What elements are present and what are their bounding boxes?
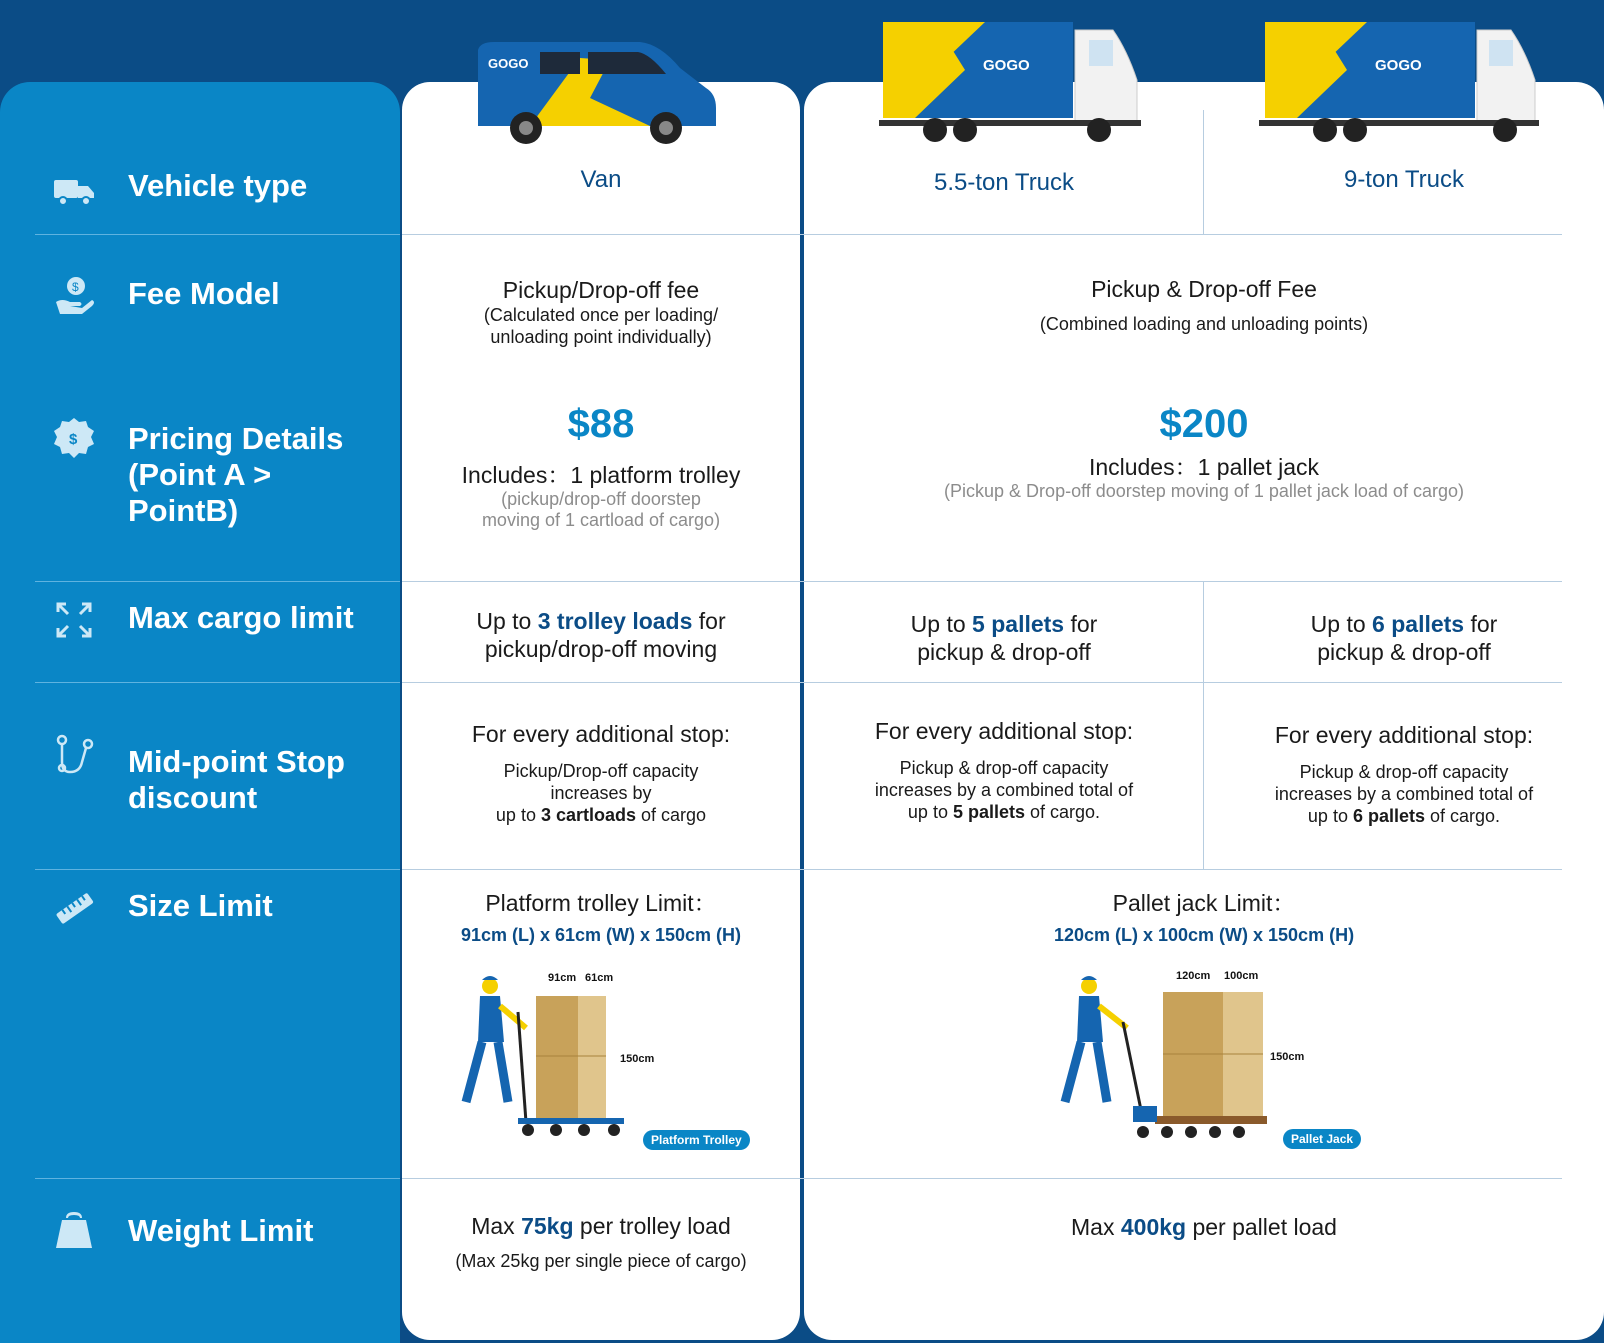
row-divider xyxy=(402,869,1562,870)
column-divider xyxy=(802,82,804,1340)
van-weight-limit xyxy=(402,1212,800,1272)
van-midpoint xyxy=(402,720,800,826)
row-label-midpoint-line-1: Mid-point Stop xyxy=(128,744,345,779)
van-weight-bold: 75kg xyxy=(521,1213,574,1239)
row-label-pricing-line-1: Pricing Details xyxy=(128,421,344,456)
truck-55-midpoint xyxy=(804,717,1204,823)
truck-9-stop-3-bold: 6 pallets xyxy=(1352,806,1426,826)
row-label-size-limit: Size Limit xyxy=(128,888,273,923)
truck-55-stop-line-1: Pickup & drop-off capacity xyxy=(899,758,1109,778)
pallet-jack-tag: Pallet Jack xyxy=(1283,1129,1361,1149)
row-divider xyxy=(35,869,400,870)
truck-9-vehicle-name: 9-ton Truck xyxy=(1343,166,1465,193)
van-dim-height: 150cm xyxy=(620,1053,655,1065)
van-fee-model xyxy=(402,276,800,348)
row-label-fee-model: Fee Model xyxy=(128,276,280,311)
truck-55-cargo-pre: Up to xyxy=(910,611,973,637)
trucks-dim-height: 150cm xyxy=(1270,1051,1305,1063)
van-includes-note-1: (pickup/drop-off doorstep xyxy=(501,489,701,509)
van-cargo-post: for xyxy=(692,608,726,634)
pallet-jack-illustration xyxy=(1045,972,1275,1147)
van-dim-length: 91cm xyxy=(548,972,577,984)
truck-9-logo: GOGO xyxy=(1375,57,1422,74)
row-label-pricing-line-3: PointB) xyxy=(128,493,239,528)
truck-9-max-cargo xyxy=(1204,610,1604,666)
van-dim-width: 61cm xyxy=(585,972,614,984)
van-price: $88 xyxy=(567,402,635,446)
truck-9-stop-3-post: of cargo. xyxy=(1425,806,1501,826)
trucks-dim-length: 120cm xyxy=(1176,970,1211,982)
expand-icon xyxy=(50,596,98,644)
truck-9-stop-3-pre: up to xyxy=(1307,806,1353,826)
van-fee-note-1: (Calculated once per loading/ xyxy=(483,305,719,325)
row-label-weight-limit: Weight Limit xyxy=(128,1213,314,1248)
van-includes: Includes：1 platform trolley xyxy=(461,462,741,488)
platform-trolley-tag: Platform Trolley xyxy=(643,1130,750,1150)
svg-text:$: $ xyxy=(72,280,79,294)
truck-9-cargo-post: for xyxy=(1464,611,1498,637)
van-size-title: Platform trolley Limit： xyxy=(485,890,717,916)
van-weight-note: (Max 25kg per single piece of cargo) xyxy=(455,1251,747,1271)
truck-55-stop-title: For every additional stop: xyxy=(874,718,1134,744)
row-label-midpoint-line-2: discount xyxy=(128,780,258,815)
row-label-max-cargo: Max cargo limit xyxy=(128,600,354,635)
van-stop-line-1: Pickup/Drop-off capacity xyxy=(503,761,699,781)
van-fee-note-2: unloading point individually) xyxy=(490,327,712,347)
trucks-price: $200 xyxy=(1159,402,1249,446)
van-stop-3-pre: up to xyxy=(495,805,541,825)
weight-icon xyxy=(50,1206,98,1254)
van-size-limit xyxy=(402,889,800,946)
van-includes-note-2: moving of 1 cartload of cargo) xyxy=(481,510,721,530)
row-label-vehicle-type: Vehicle type xyxy=(128,168,308,203)
van-stop-3-post: of cargo xyxy=(636,805,707,825)
row-divider xyxy=(402,1178,1562,1179)
truck-9-cargo-pre: Up to xyxy=(1310,611,1373,637)
truck-9-stop-title: For every additional stop: xyxy=(1274,722,1534,748)
truck-55-vehicle-name: 5.5-ton Truck xyxy=(933,169,1075,196)
truck-55-cargo-post: for xyxy=(1064,611,1098,637)
row-label-pricing-line-2: (Point A > xyxy=(128,457,272,492)
van-fee-title: Pickup/Drop-off fee xyxy=(502,277,700,303)
trucks-fee-model xyxy=(804,275,1604,335)
trucks-includes: Includes：1 pallet jack xyxy=(1088,454,1320,480)
hand-coin-icon xyxy=(50,272,98,320)
row-divider xyxy=(35,234,400,235)
trucks-fee-note: (Combined loading and unloading points) xyxy=(1039,314,1369,334)
svg-text:$: $ xyxy=(69,431,78,448)
truck-55-stop-3-post: of cargo. xyxy=(1025,802,1101,822)
van-cargo-line2: pickup/drop-off moving xyxy=(484,636,718,662)
row-divider xyxy=(402,234,1562,235)
van-cargo-bold: 3 trolley loads xyxy=(537,608,693,634)
truck-55-cargo-line2: pickup & drop-off xyxy=(917,639,1091,665)
truck-55-max-cargo xyxy=(804,610,1204,666)
truck-icon xyxy=(50,166,98,214)
trucks-size-limit xyxy=(804,889,1604,946)
trucks-weight-pre: Max xyxy=(1071,1214,1121,1240)
trucks-size-dims: 120cm (L) x 100cm (W) x 150cm (H) xyxy=(1053,925,1355,945)
trucks-includes-note: (Pickup & Drop-off doorstep moving of 1 pallet jack load of cargo) xyxy=(944,481,1464,501)
van-vehicle-name: Van xyxy=(580,166,622,193)
van-size-dims: 91cm (L) x 61cm (W) x 150cm (H) xyxy=(460,925,742,945)
row-divider xyxy=(402,581,1562,582)
truck-55-cargo-bold: 5 pallets xyxy=(972,611,1065,637)
trucks-pricing xyxy=(804,402,1604,502)
van-pricing xyxy=(402,402,800,531)
van-image xyxy=(470,38,730,148)
van-max-cargo xyxy=(402,607,800,663)
van-column-card xyxy=(402,82,800,1340)
van-logo: GOGO xyxy=(488,56,529,71)
truck-9-midpoint xyxy=(1204,721,1604,827)
trucks-weight-bold: 400kg xyxy=(1120,1214,1187,1240)
truck-55-stop-3-bold: 5 pallets xyxy=(952,802,1026,822)
trucks-fee-title: Pickup & Drop-off Fee xyxy=(1091,276,1317,302)
truck-9-image xyxy=(1255,20,1545,145)
truck-55-image xyxy=(875,20,1155,145)
ruler-icon xyxy=(50,885,98,933)
van-stop-3-bold: 3 cartloads xyxy=(540,805,637,825)
row-divider xyxy=(35,581,400,582)
row-divider xyxy=(402,682,1562,683)
trucks-dim-width: 100cm xyxy=(1224,970,1259,982)
row-label-pricing-details xyxy=(128,421,343,529)
van-weight-post: per trolley load xyxy=(573,1213,731,1239)
van-stop-line-2: increases by xyxy=(550,783,652,803)
row-divider xyxy=(35,682,400,683)
van-stop-title: For every additional stop: xyxy=(471,721,731,747)
row-divider xyxy=(35,1178,400,1179)
truck-9-cargo-bold: 6 pallets xyxy=(1372,611,1465,637)
trucks-weight-limit xyxy=(804,1213,1604,1241)
van-weight-pre: Max xyxy=(471,1213,522,1239)
truck-55-logo: GOGO xyxy=(983,57,1030,74)
truck-9-stop-line-1: Pickup & drop-off capacity xyxy=(1299,762,1509,782)
price-badge-icon xyxy=(50,414,98,462)
truck-9-stop-line-2: increases by a combined total of xyxy=(1274,784,1534,804)
van-cargo-pre: Up to xyxy=(476,608,538,634)
trucks-size-title: Pallet jack Limit： xyxy=(1112,890,1296,916)
trucks-weight-post: per pallet load xyxy=(1186,1214,1337,1240)
truck-55-stop-line-2: increases by a combined total of xyxy=(874,780,1134,800)
truck-9-cargo-line2: pickup & drop-off xyxy=(1317,639,1491,665)
trucks-column-card xyxy=(804,82,1604,1340)
route-icon xyxy=(50,732,98,780)
row-label-midpoint-stop xyxy=(128,744,345,816)
truck-55-stop-3-pre: up to xyxy=(907,802,953,822)
